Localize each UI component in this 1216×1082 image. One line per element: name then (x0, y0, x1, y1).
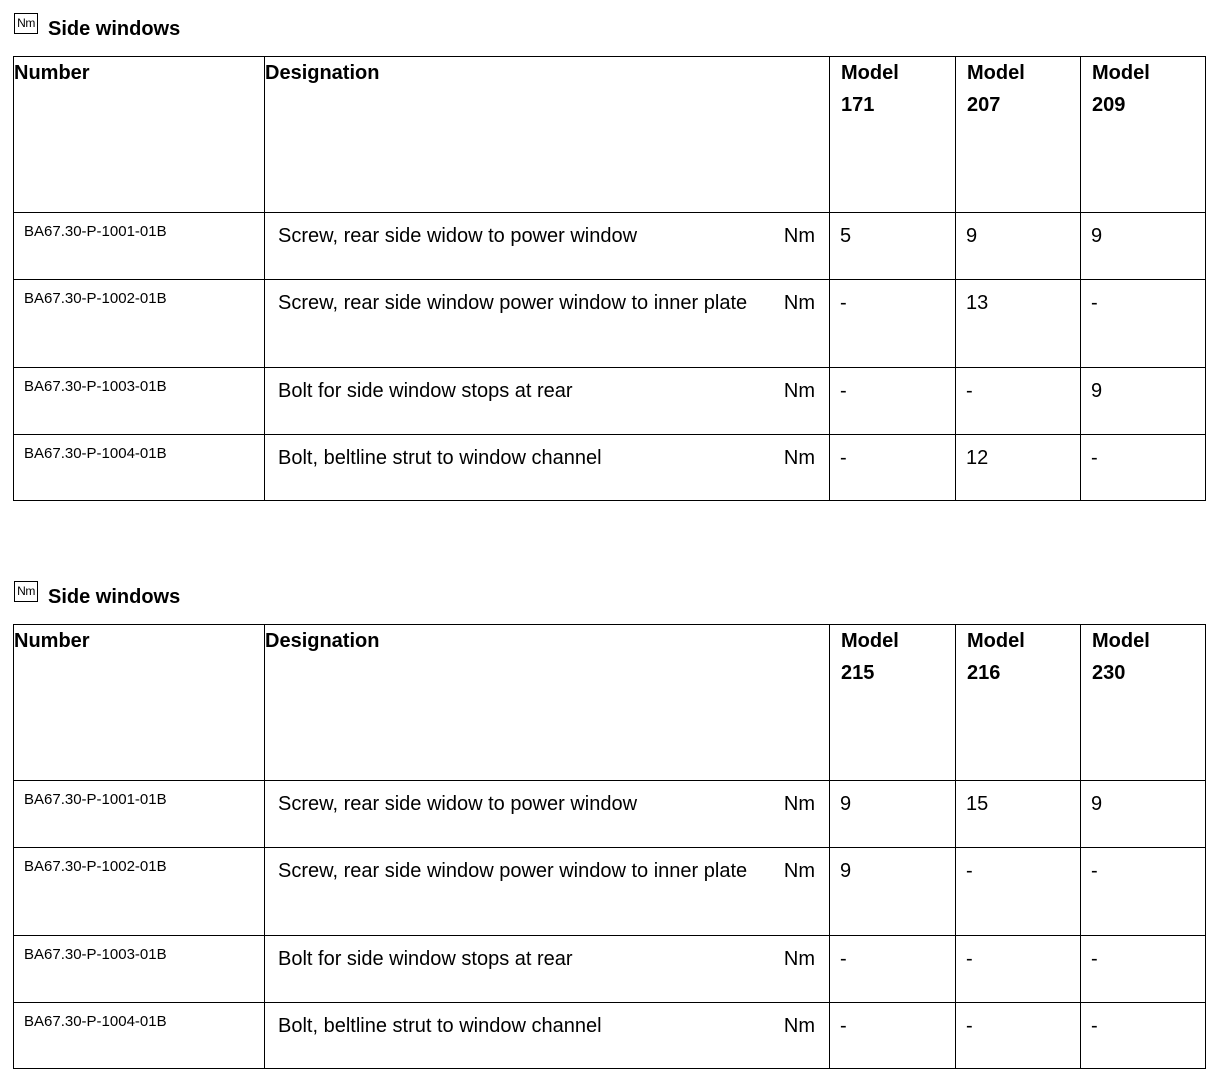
table-row (14, 435, 1206, 501)
torque-value: - (956, 848, 1081, 936)
part-number: BA67.30-P-1002-01B (14, 848, 265, 936)
designation-text: Screw, rear side widow to power window (278, 225, 638, 247)
model-label: Model (1092, 62, 1150, 84)
designation-cell (265, 936, 830, 1003)
designation-cell (265, 848, 830, 936)
unit-label: Nm (783, 948, 815, 970)
torque-value: - (830, 435, 956, 501)
column-header-model (956, 625, 1081, 781)
torque-value: 9 (1081, 368, 1206, 435)
torque-table (13, 624, 1206, 1069)
table-row (14, 936, 1206, 1003)
torque-nm-icon: Nm (14, 13, 38, 34)
section-heading (13, 581, 1205, 621)
model-label: Model (841, 630, 899, 652)
part-number: BA67.30-P-1004-01B (14, 1003, 265, 1069)
model-number: 209 (1092, 94, 1126, 116)
section-heading (13, 13, 1205, 53)
table-header-row (14, 625, 1206, 781)
model-number: 230 (1092, 662, 1126, 684)
table-row (14, 213, 1206, 280)
column-header-model (956, 57, 1081, 213)
column-header-number: Number (14, 625, 265, 781)
designation-text: Bolt, beltline strut to window channel (278, 1015, 602, 1037)
model-number: 207 (967, 94, 1001, 116)
section-title: Side windows (48, 18, 181, 40)
torque-value: - (1081, 1003, 1206, 1069)
torque-value: - (1081, 280, 1206, 368)
torque-value: 12 (956, 435, 1081, 501)
torque-value: 9 (1081, 781, 1206, 848)
designation-text: Bolt, beltline strut to window channel (278, 447, 602, 469)
torque-value: - (956, 936, 1081, 1003)
torque-value: 9 (830, 781, 956, 848)
part-number: BA67.30-P-1004-01B (14, 435, 265, 501)
unit-label: Nm (783, 1015, 815, 1037)
column-header-model (830, 57, 956, 213)
section-title: Side windows (48, 586, 181, 608)
table-row (14, 1003, 1206, 1069)
unit-label: Nm (783, 860, 815, 882)
column-header-model (830, 625, 956, 781)
model-number: 171 (841, 94, 875, 116)
table-row (14, 280, 1206, 368)
torque-table (13, 56, 1206, 501)
torque-value: 9 (956, 213, 1081, 280)
designation-text: Bolt for side window stops at rear (278, 380, 573, 402)
column-header-designation: Designation (265, 57, 830, 213)
torque-value: 5 (830, 213, 956, 280)
torque-value: 15 (956, 781, 1081, 848)
designation-text: Screw, rear side window power window to inner plate (278, 292, 748, 314)
torque-section (13, 13, 1205, 469)
torque-value: - (1081, 936, 1206, 1003)
torque-value: 9 (1081, 213, 1206, 280)
torque-value: - (830, 280, 956, 368)
torque-value: - (830, 368, 956, 435)
designation-cell (265, 435, 830, 501)
torque-nm-icon: Nm (14, 581, 38, 602)
unit-label: Nm (783, 793, 815, 815)
part-number: BA67.30-P-1003-01B (14, 936, 265, 1003)
designation-cell (265, 213, 830, 280)
part-number: BA67.30-P-1001-01B (14, 213, 265, 280)
torque-value: - (830, 1003, 956, 1069)
part-number: BA67.30-P-1002-01B (14, 280, 265, 368)
table-row (14, 368, 1206, 435)
torque-value: - (1081, 848, 1206, 936)
table-row (14, 848, 1206, 936)
model-number: 216 (967, 662, 1001, 684)
column-header-model (1081, 57, 1206, 213)
model-label: Model (967, 62, 1025, 84)
column-header-number: Number (14, 57, 265, 213)
designation-cell (265, 368, 830, 435)
unit-label: Nm (783, 225, 815, 247)
column-header-model (1081, 625, 1206, 781)
torque-value: 9 (830, 848, 956, 936)
torque-value: - (956, 368, 1081, 435)
model-number: 215 (841, 662, 875, 684)
model-label: Model (1092, 630, 1150, 652)
unit-label: Nm (783, 292, 815, 314)
table-header-row (14, 57, 1206, 213)
model-label: Model (841, 62, 899, 84)
unit-label: Nm (783, 447, 815, 469)
table-row (14, 781, 1206, 848)
column-header-designation: Designation (265, 625, 830, 781)
designation-cell (265, 280, 830, 368)
torque-value: - (1081, 435, 1206, 501)
designation-text: Bolt for side window stops at rear (278, 948, 573, 970)
part-number: BA67.30-P-1003-01B (14, 368, 265, 435)
designation-text: Screw, rear side window power window to inner plate (278, 860, 748, 882)
designation-cell (265, 1003, 830, 1069)
part-number: BA67.30-P-1001-01B (14, 781, 265, 848)
torque-value: - (956, 1003, 1081, 1069)
designation-text: Screw, rear side widow to power window (278, 793, 638, 815)
torque-value: 13 (956, 280, 1081, 368)
unit-label: Nm (783, 380, 815, 402)
model-label: Model (967, 630, 1025, 652)
torque-value: - (830, 936, 956, 1003)
designation-cell (265, 781, 830, 848)
torque-section (13, 581, 1205, 1037)
